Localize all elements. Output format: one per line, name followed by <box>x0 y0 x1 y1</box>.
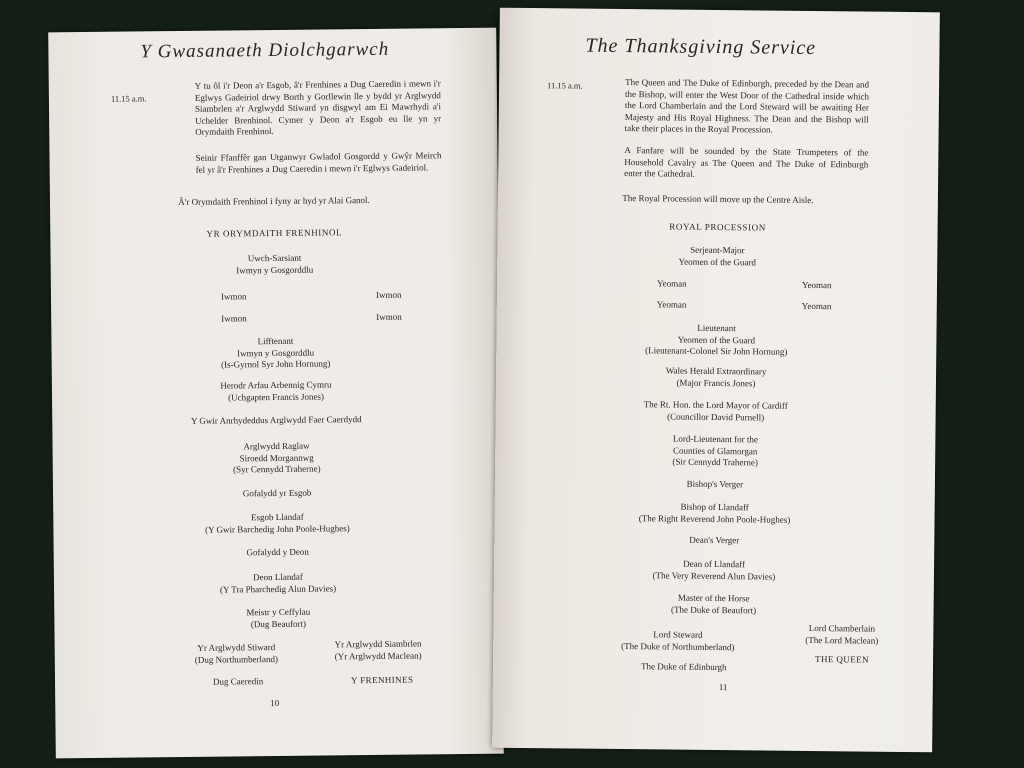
intro-paragraph-1: The Queen and The Duke of Edinburgh, preceded by the Dean and the Bishop, will enter the West Door of the Cathedral inside which the Lord Chamberlain and the Lord Steward will be awaiting Her Majesty and His Royal Highness. The Dean and the Bishop will take their places in the Royal Procession. <box>624 77 870 135</box>
entry-line: (The Duke of Northumberland) <box>621 640 735 652</box>
page-number: 10 <box>270 697 280 709</box>
procession-moves-note: The Royal Procession will move up the Centre Aisle. <box>622 193 814 206</box>
entry-line: Dean's Verger <box>689 534 740 546</box>
procession-entry <box>53 486 501 502</box>
procession-entry <box>51 251 499 279</box>
entry-line: Deon Llandaf <box>253 571 303 583</box>
entry-line: Herodr Arfau Arbennig Cymru <box>220 379 332 391</box>
entry-line: (The Lord Maclean) <box>805 634 879 646</box>
page-title-welsh: Y Gwasanaeth Diolchgarwch <box>140 38 390 63</box>
entry-line: Lord-Lieutenant for the <box>672 433 758 445</box>
entry-line: Arglwydd Raglaw <box>243 440 310 452</box>
yeoman-label: Iwmon <box>220 291 247 302</box>
the-queen: THE QUEEN <box>815 654 869 665</box>
entry-line: (Is-Gyrnol Syr John Hornung) <box>221 358 331 370</box>
procession-entry <box>494 500 934 528</box>
entry-line: Lord Chamberlain <box>808 622 876 634</box>
entry-line: Uwch-Sarsiant <box>247 252 302 264</box>
entry-line: Yr Arglwydd Stiward <box>197 642 276 653</box>
entry-line: Esgob Llandaf <box>250 511 304 523</box>
the-queen: Y FRENHINES <box>350 674 414 686</box>
entry-line: (The Very Reverend Alun Davies) <box>652 569 776 582</box>
entry-line: (Dug Northumberland) <box>194 653 279 665</box>
procession-entry <box>495 477 935 493</box>
page-title-english: The Thanksgiving Service <box>585 34 817 60</box>
entry-line: (The Right Reverend John Poole-Hughes) <box>638 512 791 525</box>
entry-line: (Lieutenant-Colonel Sir John Hornung) <box>645 345 788 357</box>
entry-line: Counties of Glamorgan <box>673 445 758 456</box>
entry-line: (Major Francis Jones) <box>676 377 756 388</box>
left-page <box>48 28 504 759</box>
entry-line: Siroedd Morgannwg <box>239 452 314 463</box>
entry-line: Y Gwir Anrhydeddus Arglwydd Faer Caerdydd <box>190 414 362 426</box>
entry-line: Yeomen of the Guard <box>678 256 756 267</box>
entry-line: Bishop of Llandaff <box>680 501 749 513</box>
intro-paragraph-2: Seinir Ffanffêr gan Utganwyr Gwladol Gosgordd y Gwŷr Meirch fel yr â'r Frenhines a Dug Caeredin i mewn i'r Eglwys Gadeiriol. <box>195 150 442 175</box>
entry-line: Lieutenant <box>697 322 736 334</box>
service-time: 11.15 a.m. <box>110 93 147 104</box>
yeoman-label: Iwmon <box>375 289 402 300</box>
entry-line: Iwmyn y Gosgorddlu <box>236 264 314 275</box>
service-time: 11.15 a.m. <box>547 80 583 91</box>
entry-line: Yeomen of the Guard <box>677 334 756 345</box>
yeoman-label: Iwmon <box>221 313 247 324</box>
procession-entry <box>54 570 502 598</box>
entry-line: Gofalydd y Deon <box>246 546 309 558</box>
procession-entry <box>494 533 934 549</box>
right-page <box>492 8 940 753</box>
procession-entry <box>495 432 935 471</box>
lord-steward <box>621 629 734 653</box>
yeoman-label: Yeoman <box>801 300 832 312</box>
entry-line: (The Duke of Beaufort) <box>670 604 757 615</box>
entry-line: (Sir Cennydd Traherne) <box>672 456 758 468</box>
duke-of-edinburgh: Dug Caeredin <box>212 676 264 687</box>
intro-paragraph-1: Y tu ôl i'r Deon a'r Esgob, â'r Frenhines a Dug Caeredin i mewn i'r Eglwys Gadeiriol drwy Borth y Gorllewin lle y bydd yr Arglwydd Siambrlen a'r Arglwydd Stiward yn disgwyl am Ei Mawrhydi a'i Uchelder Brenhinol. Cymer y Deon a'r Esgob eu lle yn yr Orymdaith Frenhinol. <box>194 78 442 137</box>
entry-line: Gofalydd yr Esgob <box>242 487 312 499</box>
entry-line: Serjeant-Major <box>690 244 745 256</box>
procession-heading: ROYAL PROCESSION <box>669 221 766 233</box>
procession-moves-note: Â'r Orymdaith Frenhinol i fyny ar hyd yr Alai Ganol. <box>178 195 370 208</box>
page-number: 11 <box>718 682 728 693</box>
procession-heading: YR ORYMDAITH FRENHINOL <box>206 227 343 239</box>
procession-entry <box>51 334 499 373</box>
yeoman-label: Iwmon <box>376 311 402 322</box>
procession-entry <box>496 364 936 392</box>
lord-steward <box>195 642 278 666</box>
procession-entry <box>497 243 937 271</box>
entry-line: (Councillor David Purnell) <box>667 410 765 423</box>
yeoman-label: Yeoman <box>656 299 687 310</box>
entry-line: Dean of Llandaff <box>683 558 746 570</box>
procession-entry <box>496 321 936 360</box>
intro-paragraph-2: A Fanfare will be sounded by the State Trumpeters of the Household Cavalry as The Queen and The Duke of Edinburgh enter the Cathedral. <box>624 145 869 179</box>
entry-line: (Dug Beaufort) <box>250 618 307 629</box>
procession-entry <box>52 413 500 429</box>
procession-entry <box>494 557 934 585</box>
entry-line: Bishop's Verger <box>686 478 744 490</box>
entry-line: (Syr Cennydd Traherne) <box>232 463 321 475</box>
procession-entry <box>53 510 501 538</box>
procession-entry <box>54 545 502 561</box>
procession-entry <box>52 378 500 406</box>
procession-entry <box>53 439 501 478</box>
entry-line: Iwmyn y Gosgorddlu <box>237 347 315 358</box>
yeoman-label: Yeoman <box>801 279 832 291</box>
entry-line: Lord Steward <box>653 629 703 640</box>
procession-entry <box>54 605 502 633</box>
entry-line: Master of the Horse <box>677 592 750 604</box>
procession-entry <box>496 398 936 426</box>
entry-line: Meistr y Ceffylau <box>246 606 311 618</box>
entry-line: Wales Herald Extraordinary <box>665 365 767 377</box>
lord-chamberlain <box>805 623 878 647</box>
procession-entry <box>494 591 934 619</box>
entry-line: Lifftenant <box>257 335 294 347</box>
entry-line: (Yr Arglwydd Maclean) <box>334 649 422 661</box>
entry-line: (Uchgapten Francis Jones) <box>227 390 325 403</box>
entry-line: (Y Tra Pharchedig Alun Davies) <box>219 582 337 595</box>
yeoman-label: Yeoman <box>656 278 687 289</box>
duke-of-edinburgh: The Duke of Edinburgh <box>640 661 727 673</box>
lord-chamberlain <box>335 638 422 662</box>
entry-line: (Y Gwir Barchedig John Poole-Hughes) <box>205 522 350 535</box>
entry-line: Yr Arglwydd Siambrlen <box>334 638 422 650</box>
entry-line: The Rt. Hon. the Lord Mayor of Cardiff <box>643 399 788 411</box>
